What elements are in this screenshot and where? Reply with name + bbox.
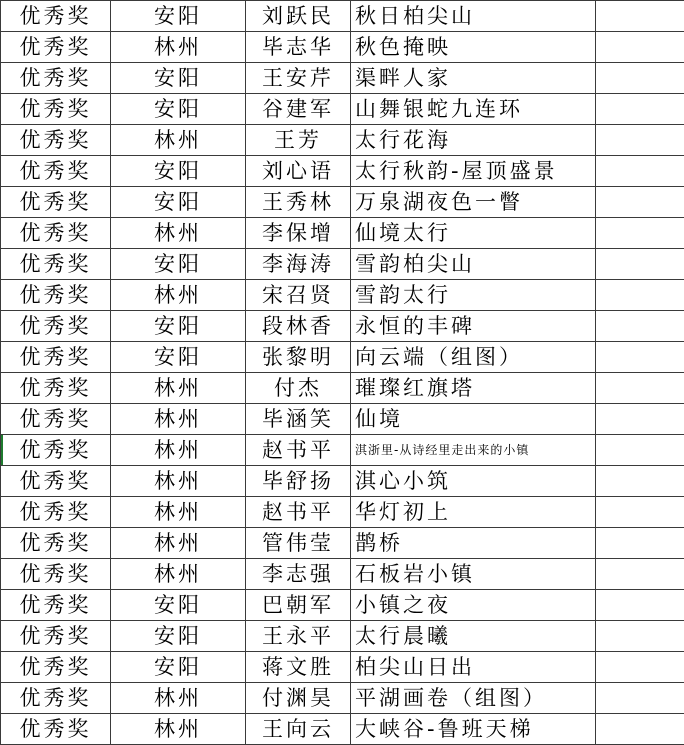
region-cell[interactable]: 林州	[111, 32, 246, 63]
title-cell[interactable]: 太行花海	[351, 125, 596, 156]
empty-cell[interactable]	[596, 63, 684, 94]
region-cell[interactable]: 安阳	[111, 249, 246, 280]
empty-cell[interactable]	[596, 125, 684, 156]
table-row	[1, 342, 684, 373]
title-cell[interactable]: 太行秋韵-屋顶盛景	[351, 156, 596, 187]
empty-cell[interactable]	[596, 590, 684, 621]
award-cell[interactable]: 优秀奖	[1, 404, 111, 435]
table-row	[1, 280, 684, 311]
title-cell[interactable]: 永恒的丰碑	[351, 311, 596, 342]
empty-cell[interactable]	[596, 714, 684, 745]
empty-cell[interactable]	[596, 94, 684, 125]
region-cell[interactable]: 安阳	[111, 652, 246, 683]
award-cell[interactable]: 优秀奖	[1, 466, 111, 497]
region-cell[interactable]: 安阳	[111, 94, 246, 125]
region-cell[interactable]: 林州	[111, 218, 246, 249]
author-cell[interactable]: 付杰	[246, 373, 351, 404]
table-row	[1, 311, 684, 342]
empty-cell[interactable]	[596, 342, 684, 373]
table-row	[1, 218, 684, 249]
award-cell[interactable]: 优秀奖	[1, 1, 111, 32]
empty-cell[interactable]	[596, 435, 684, 466]
author-cell[interactable]: 张黎明	[246, 342, 351, 373]
author-cell[interactable]: 段林香	[246, 311, 351, 342]
author-cell[interactable]: 毕志华	[246, 32, 351, 63]
author-cell[interactable]: 王芳	[246, 125, 351, 156]
award-cell[interactable]: 优秀奖	[1, 156, 111, 187]
spreadsheet-body	[1, 1, 684, 745]
title-cell[interactable]: 璀璨红旗塔	[351, 373, 596, 404]
author-cell[interactable]: 赵书平	[246, 497, 351, 528]
region-cell[interactable]: 安阳	[111, 590, 246, 621]
title-cell[interactable]: 小镇之夜	[351, 590, 596, 621]
author-cell[interactable]: 蒋文胜	[246, 652, 351, 683]
title-cell[interactable]: 山舞银蛇九连环	[351, 94, 596, 125]
author-cell[interactable]: 毕舒扬	[246, 466, 351, 497]
author-cell[interactable]: 谷建军	[246, 94, 351, 125]
author-cell[interactable]: 巴朝军	[246, 590, 351, 621]
empty-cell[interactable]	[596, 32, 684, 63]
title-cell[interactable]: 太行晨曦	[351, 621, 596, 652]
author-cell[interactable]: 付渊昊	[246, 683, 351, 714]
award-cell[interactable]: 优秀奖	[1, 63, 111, 94]
empty-cell[interactable]	[596, 249, 684, 280]
empty-cell[interactable]	[596, 1, 684, 32]
award-cell[interactable]: 优秀奖	[1, 590, 111, 621]
region-cell[interactable]: 安阳	[111, 1, 246, 32]
table-row	[1, 63, 684, 94]
author-cell[interactable]: 毕涵笑	[246, 404, 351, 435]
award-cell[interactable]: 优秀奖	[1, 435, 111, 466]
table-row	[1, 249, 684, 280]
empty-cell[interactable]	[596, 311, 684, 342]
award-cell[interactable]: 优秀奖	[1, 32, 111, 63]
title-cell[interactable]: 华灯初上	[351, 497, 596, 528]
title-cell[interactable]: 雪韵柏尖山	[351, 249, 596, 280]
title-cell[interactable]: 柏尖山日出	[351, 652, 596, 683]
empty-cell[interactable]	[596, 652, 684, 683]
award-cell[interactable]: 优秀奖	[1, 683, 111, 714]
table-row	[1, 559, 684, 590]
table-row	[1, 590, 684, 621]
table-row	[1, 156, 684, 187]
empty-cell[interactable]	[596, 187, 684, 218]
author-cell[interactable]: 赵书平	[246, 435, 351, 466]
award-cell[interactable]: 优秀奖	[1, 249, 111, 280]
table-row	[1, 435, 684, 466]
table-row	[1, 404, 684, 435]
empty-cell[interactable]	[596, 156, 684, 187]
title-cell[interactable]: 平湖画卷（组图）	[351, 683, 596, 714]
title-cell[interactable]: 大峡谷-鲁班天梯	[351, 714, 596, 745]
table-row	[1, 466, 684, 497]
table-row	[1, 125, 684, 156]
award-cell[interactable]: 优秀奖	[1, 714, 111, 745]
title-cell[interactable]: 雪韵太行	[351, 280, 596, 311]
table-row	[1, 373, 684, 404]
author-cell[interactable]: 李保增	[246, 218, 351, 249]
author-cell[interactable]: 王秀林	[246, 187, 351, 218]
award-cell[interactable]: 优秀奖	[1, 373, 111, 404]
title-cell[interactable]: 渠畔人家	[351, 63, 596, 94]
empty-cell[interactable]	[596, 497, 684, 528]
region-cell[interactable]: 林州	[111, 125, 246, 156]
region-cell[interactable]: 安阳	[111, 342, 246, 373]
author-cell[interactable]: 王永平	[246, 621, 351, 652]
empty-cell[interactable]	[596, 559, 684, 590]
title-cell[interactable]: 向云端（组图）	[351, 342, 596, 373]
region-cell[interactable]: 林州	[111, 559, 246, 590]
award-cell[interactable]: 优秀奖	[1, 311, 111, 342]
author-cell[interactable]: 刘心语	[246, 156, 351, 187]
region-cell[interactable]: 林州	[111, 528, 246, 559]
region-cell[interactable]: 安阳	[111, 621, 246, 652]
title-cell[interactable]: 仙境太行	[351, 218, 596, 249]
table-row	[1, 714, 684, 745]
table-row	[1, 528, 684, 559]
region-cell[interactable]: 林州	[111, 497, 246, 528]
award-cell[interactable]: 优秀奖	[1, 652, 111, 683]
award-cell[interactable]: 优秀奖	[1, 342, 111, 373]
table-row	[1, 683, 684, 714]
author-cell[interactable]: 王安芹	[246, 63, 351, 94]
award-cell[interactable]: 优秀奖	[1, 497, 111, 528]
empty-cell[interactable]	[596, 280, 684, 311]
empty-cell[interactable]	[596, 683, 684, 714]
title-cell[interactable]: 秋日柏尖山	[351, 1, 596, 32]
table-row	[1, 497, 684, 528]
region-cell[interactable]: 林州	[111, 683, 246, 714]
title-cell[interactable]: 石板岩小镇	[351, 559, 596, 590]
region-cell[interactable]: 林州	[111, 280, 246, 311]
empty-cell[interactable]	[596, 373, 684, 404]
title-cell[interactable]: 万泉湖夜色一瞥	[351, 187, 596, 218]
title-cell[interactable]: 淇心小筑	[351, 466, 596, 497]
author-cell[interactable]: 王向云	[246, 714, 351, 745]
author-cell[interactable]: 李海涛	[246, 249, 351, 280]
empty-cell[interactable]	[596, 528, 684, 559]
table-row	[1, 94, 684, 125]
region-cell[interactable]: 林州	[111, 714, 246, 745]
award-cell[interactable]: 优秀奖	[1, 187, 111, 218]
award-cell[interactable]: 优秀奖	[1, 125, 111, 156]
empty-cell[interactable]	[596, 404, 684, 435]
author-cell[interactable]: 李志强	[246, 559, 351, 590]
region-cell[interactable]: 林州	[111, 404, 246, 435]
award-cell[interactable]: 优秀奖	[1, 528, 111, 559]
empty-cell[interactable]	[596, 621, 684, 652]
table-row	[1, 187, 684, 218]
award-cell[interactable]: 优秀奖	[1, 621, 111, 652]
region-cell[interactable]: 林州	[111, 435, 246, 466]
author-cell[interactable]: 宋召贤	[246, 280, 351, 311]
region-cell[interactable]: 林州	[111, 466, 246, 497]
award-cell[interactable]: 优秀奖	[1, 559, 111, 590]
title-cell[interactable]: 秋色掩映	[351, 32, 596, 63]
table-row	[1, 32, 684, 63]
table-row	[1, 1, 684, 32]
award-cell[interactable]: 优秀奖	[1, 280, 111, 311]
empty-cell[interactable]	[596, 466, 684, 497]
empty-cell[interactable]	[596, 218, 684, 249]
region-cell[interactable]: 安阳	[111, 156, 246, 187]
title-cell[interactable]: 淇浙里-从诗经里走出来的小镇	[351, 435, 596, 466]
table-row	[1, 621, 684, 652]
region-cell[interactable]: 林州	[111, 373, 246, 404]
region-cell[interactable]: 安阳	[111, 311, 246, 342]
title-cell[interactable]: 仙境	[351, 404, 596, 435]
award-cell[interactable]: 优秀奖	[1, 218, 111, 249]
table-row	[1, 652, 684, 683]
region-cell[interactable]: 安阳	[111, 187, 246, 218]
title-cell[interactable]: 鹊桥	[351, 528, 596, 559]
award-cell[interactable]: 优秀奖	[1, 94, 111, 125]
author-cell[interactable]: 管伟莹	[246, 528, 351, 559]
region-cell[interactable]: 安阳	[111, 63, 246, 94]
author-cell[interactable]: 刘跃民	[246, 1, 351, 32]
